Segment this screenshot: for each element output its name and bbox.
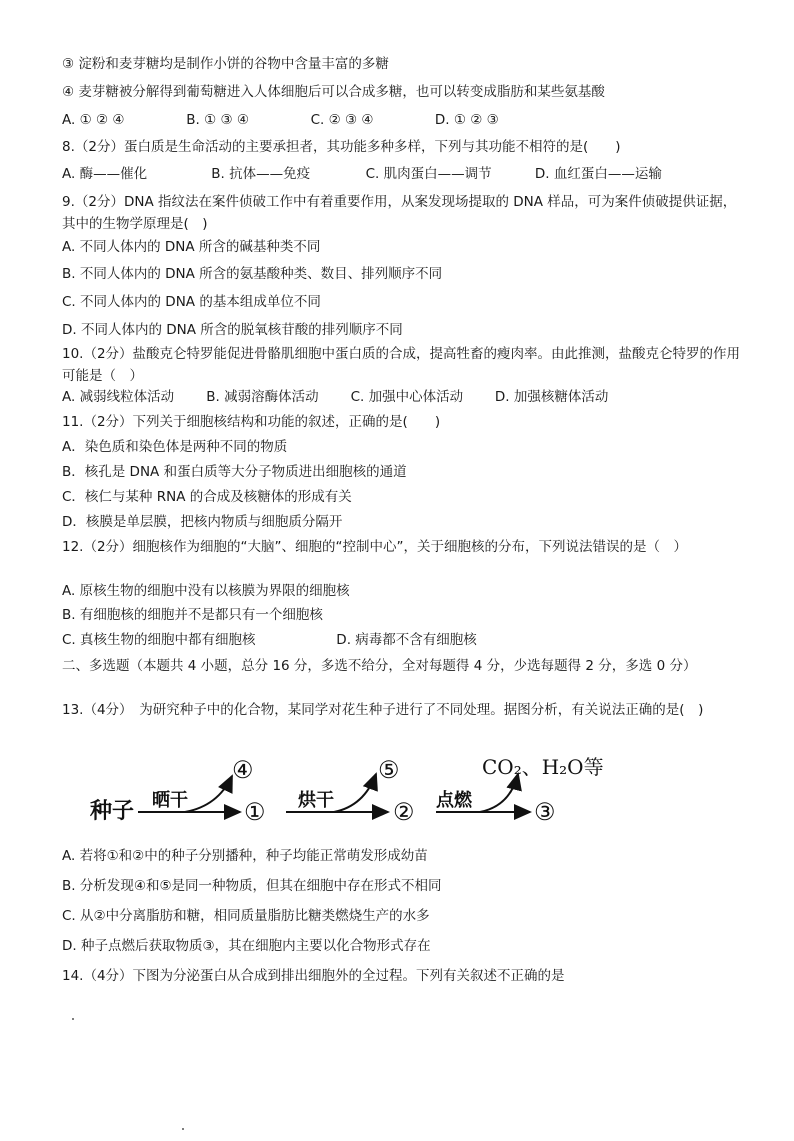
- scan-speck: [182, 1128, 184, 1130]
- q11-option-b: B．核孔是 DNA 和蛋白质等大分子物质进出细胞核的通道: [62, 464, 407, 480]
- product-3: ③: [534, 798, 556, 826]
- q7-option-a: A. ① ② ④: [62, 112, 125, 128]
- q11-option-c: C．核仁与某种 RNA 的合成及核糖体的形成有关: [62, 489, 352, 505]
- q8-option-a: A. 酶——催化: [62, 166, 148, 182]
- q8-option-c: C. 肌肉蛋白——调节: [365, 166, 492, 182]
- q7-item-3: ③ 淀粉和麦芽糖均是制作小饼的谷物中含量丰富的多糖: [62, 56, 389, 72]
- q10-stem: 10.（2分）盐酸克仑特罗能促进骨骼肌细胞中蛋白质的合成，提高牲畜的瘦肉率。由此推测，盐酸克仑特罗的作用可能是（ ）: [62, 346, 741, 384]
- q9-stem: 9.（2分）DNA 指纹法在案件侦破工作中有着重要作用，从案发现场提取的 DNA 样品，可为案件侦破提供证据，其中的生物学原理是( ): [62, 194, 737, 232]
- q7-option-d: D. ① ② ③: [434, 112, 499, 128]
- q10-option-b: B. 减弱溶酶体活动: [206, 389, 319, 405]
- q7-option-c: C. ② ③ ④: [310, 112, 374, 128]
- branch-arrow-4: [185, 776, 232, 812]
- q11-option-a: A．染色质和染色体是两种不同的物质: [62, 439, 288, 455]
- q10-option-a: A. 减弱线粒体活动: [62, 389, 175, 405]
- gas-products: CO₂、H₂O等: [482, 755, 604, 779]
- q12-stem: 12.（2分）细胞核作为细胞的“大脑”、细胞的“控制中心”，关于细胞核的分布，下列说法错误的是（ ）: [62, 539, 688, 555]
- q12-option-d: D. 病毒都不含有细胞核: [336, 632, 477, 648]
- oven-dry-label: 烘干: [298, 790, 334, 811]
- q14-stem: 14.（4分）下图为分泌蛋白从合成到排出细胞外的全过程。下列有关叙述不正确的是: [62, 968, 565, 984]
- q13-option-d: D. 种子点燃后获取物质③，其在细胞内主要以化合物形式存在: [62, 938, 431, 954]
- q12-options-cd: [62, 630, 742, 650]
- q8-stem: 8.（2分）蛋白质是生命活动的主要承担者，其功能多种多样，下列与其功能不相符的是( ): [62, 139, 621, 155]
- product-2: ②: [393, 798, 415, 826]
- branch-arrow-gases: [480, 774, 518, 812]
- product-1: ①: [244, 798, 266, 826]
- q10-option-d: D. 加强核糖体活动: [494, 389, 609, 405]
- sun-dry-label: 晒干: [152, 790, 188, 811]
- q13-option-c: C. 从②中分离脂肪和糖，相同质量脂肪比糖类燃烧生产的水多: [62, 908, 430, 924]
- q8-options: [62, 164, 742, 184]
- scan-speck: [72, 1018, 74, 1020]
- q7-option-b: B. ① ③ ④: [186, 112, 250, 128]
- q13-stem: 13.（4分） 为研究种子中的化合物，某同学对花生种子进行了不同处理。据图分析，有关说法正确的是( ): [62, 702, 704, 718]
- q9-option-a: A. 不同人体内的 DNA 所含的碱基种类不同: [62, 239, 321, 255]
- ignite-label: 点燃: [436, 790, 472, 811]
- q11-option-d: D．核膜是单层膜，把核内物质与细胞质分隔开: [62, 514, 343, 530]
- product-4: ④: [232, 756, 254, 784]
- q10-options: [62, 387, 742, 407]
- q13-option-b: B. 分析发现④和⑤是同一种物质，但其在细胞中存在形式不相同: [62, 878, 442, 894]
- q7-options: [62, 110, 742, 130]
- branch-arrow-5: [334, 774, 376, 812]
- seed-label: 种子: [90, 798, 135, 824]
- q7-item-4: ④ 麦芽糖被分解得到葡萄糖进入人体细胞后可以合成多糖，也可以转变成脂肪和某些氨基酸: [62, 84, 605, 100]
- seed-treatment-diagram: [90, 748, 630, 838]
- q13-option-a: A. 若将①和②中的种子分别播种，种子均能正常萌发形成幼苗: [62, 848, 428, 864]
- product-5: ⑤: [378, 756, 400, 784]
- q9-option-b: B. 不同人体内的 DNA 所含的氨基酸种类、数目、排列顺序不同: [62, 266, 443, 282]
- section-2-title: 二、多选题（本题共 4 小题，总分 16 分，多选不给分，全对每题得 4 分，少选每题得 2 分，多选 0 分）: [62, 658, 697, 674]
- q10-option-c: C. 加强中心体活动: [350, 389, 464, 405]
- q8-option-d: D. 血红蛋白——运输: [534, 166, 662, 182]
- q12-option-b: B. 有细胞核的细胞并不是都只有一个细胞核: [62, 607, 323, 623]
- q9-option-c: C. 不同人体内的 DNA 的基本组成单位不同: [62, 294, 321, 310]
- q12-option-a: A. 原核生物的细胞中没有以核膜为界限的细胞核: [62, 583, 350, 599]
- q11-stem: 11.（2分）下列关于细胞核结构和功能的叙述，正确的是( ): [62, 414, 441, 430]
- q8-option-b: B. 抗体——免疫: [211, 166, 311, 182]
- q12-option-c: C. 真核生物的细胞中都有细胞核: [62, 632, 256, 648]
- q9-option-d: D. 不同人体内的 DNA 所含的脱氧核苷酸的排列顺序不同: [62, 322, 403, 338]
